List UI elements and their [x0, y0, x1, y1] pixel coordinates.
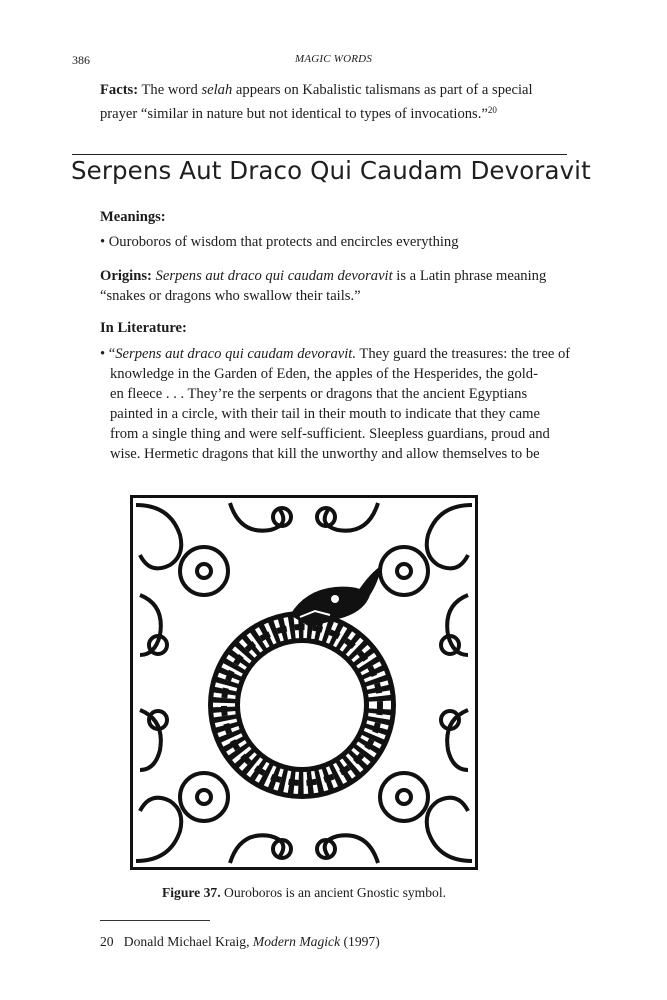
quote-text-6: wise. Hermetic dragons that kill the unworthy and allow themselves to be	[110, 446, 540, 462]
facts-text-1a: The word	[141, 82, 202, 98]
section-rule	[72, 154, 567, 155]
footnote-book-title: Modern Magick	[252, 934, 341, 949]
ouroboros-illustration	[130, 495, 478, 870]
footnote	[100, 932, 380, 952]
facts-text-1b: appears on Kabalistic talismans as part of a special	[232, 82, 533, 98]
origins-label: Origins:	[100, 268, 152, 284]
meanings-item: • Ouroboros of wisdom that protects and encircles everything	[100, 234, 459, 250]
footnote-reference[interactable]: 20	[487, 105, 497, 115]
literature-quote	[100, 344, 570, 464]
quote-text-3: en fleece . . . They’re the serpents or dragons that the ancient Egyptians	[110, 386, 528, 402]
figure-caption-text: Ouroboros is an ancient Gnostic symbol.	[224, 885, 447, 900]
quote-text-4: painted in a circle, with their tail in their mouth to indicate that they came	[110, 406, 540, 422]
origins-text-1: is a Latin phrase meaning	[392, 268, 547, 284]
footnote-number: 20	[100, 934, 114, 949]
footnote-author: Donald Michael Kraig,	[123, 934, 253, 949]
quote-bullet: • “	[100, 346, 116, 362]
origins-paragraph	[100, 266, 567, 306]
facts-text-2: prayer “similar in nature but not identical to types of invocations.”	[100, 106, 488, 122]
page-number: 386	[72, 53, 90, 67]
quote-latin-phrase: Serpens aut draco qui caudam devoravit.	[115, 346, 357, 362]
literature-heading: In Literature:	[100, 320, 187, 336]
figure-caption	[0, 883, 608, 903]
figure-label: Figure 37.	[161, 885, 221, 900]
footnote-year: (1997)	[340, 934, 380, 949]
running-head-title: MAGIC WORDS	[294, 53, 373, 65]
quote-text-5: from a single thing and were self-sufficient. Sleepless guardians, proud and	[110, 426, 550, 442]
footnote-rule	[100, 920, 210, 921]
origins-text-2: “snakes or dragons who swallow their tails.”	[100, 288, 361, 304]
section-title: Serpens Aut Draco Qui Caudam Devoravit	[71, 156, 591, 185]
facts-paragraph	[100, 80, 567, 124]
meanings-heading: Meanings:	[100, 209, 166, 225]
facts-italic-word: selah	[201, 82, 233, 98]
quote-text-2: knowledge in the Garden of Eden, the apples of the Hesperides, the gold-	[110, 366, 538, 382]
origins-latin-phrase: Serpens aut draco qui caudam devoravit	[155, 268, 393, 284]
facts-label: Facts:	[100, 82, 139, 98]
quote-text-1: They guard the treasures: the tree of	[356, 346, 571, 362]
